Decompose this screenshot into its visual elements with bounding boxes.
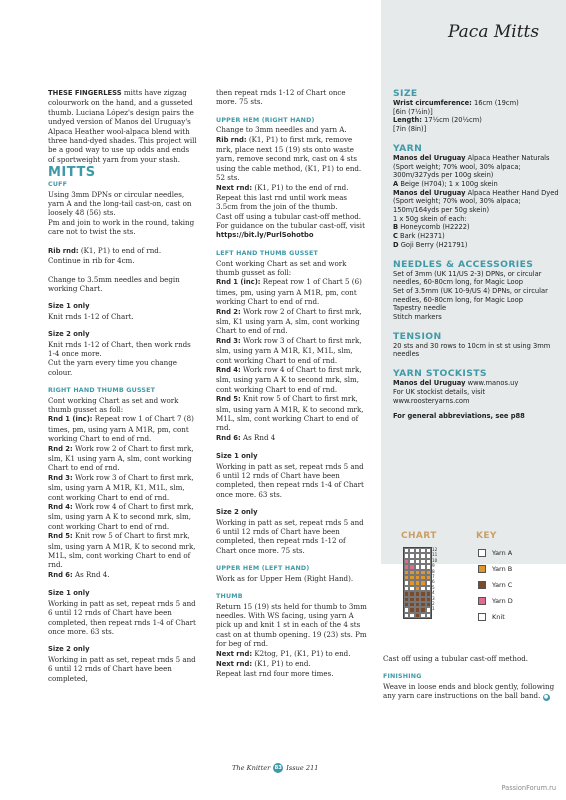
key-item bbox=[478, 609, 513, 625]
instruction-paragraph: Repeat this last rnd until work meas 3.5cm from the join of the thumb. bbox=[216, 193, 348, 212]
key-item bbox=[478, 593, 513, 609]
chart-cell bbox=[426, 613, 431, 618]
instruction-paragraph: Working in patt as set, repeat rnds 5 and 6 until 12 rnds of Chart have been completed, bbox=[48, 654, 196, 683]
needles-heading: NEEDLES & ACCESSORIES bbox=[393, 258, 534, 270]
colourwork-chart bbox=[403, 547, 432, 619]
round-instruction: Rnd 1 (inc): Repeat row 1 of Chart 5 (6) times, pm, using yarn A M1R, pm, cont working Chart to end of rnd. bbox=[216, 277, 362, 307]
round-instruction: Rnd 4: Work row 4 of Chart to first mrk, slm, using yarn A K to second mrk, slm, cont working Chart to end of rnd. bbox=[216, 364, 362, 394]
yarn-c: C Bark (H2371) bbox=[393, 232, 445, 241]
wrist-inches: [6in (7½in)] bbox=[393, 107, 433, 116]
instruction-paragraph: Return 15 (19) sts held for thumb to 3mm needles. With WS facing, using yarn A pick up and knit 1 st in each of the 4 sts cast on at thumb opening. 19 (23) sts. Pm for beg of rnd. bbox=[216, 601, 367, 649]
key-label: Knit bbox=[492, 613, 505, 621]
chart-row-number: 11 bbox=[432, 552, 438, 558]
stockist: Manos del Uruguay www.manos.uy bbox=[393, 379, 519, 388]
yarn-b: B Honeycomb (H2222) bbox=[393, 223, 470, 232]
instruction-paragraph: Knit rnds 1-12 of Chart, then work rnds 1-4 once more. bbox=[48, 339, 191, 358]
round-instruction: Rnd 3: Work row 3 of Chart to first mrk, slm, using yarn A M1R, K1, M1L, slm, cont working Chart to end of rnd. bbox=[48, 472, 194, 502]
key-item bbox=[478, 561, 513, 577]
instruction-paragraph: Repeat last rnd four more times. bbox=[216, 669, 334, 679]
subsection-heading: UPPER HEM (LEFT HAND) bbox=[216, 565, 310, 573]
round-instruction: Rnd 2: Work row 2 of Chart to first mrk, slm, K1 using yarn A, slm, cont working Chart to end of rnd. bbox=[216, 306, 362, 336]
instruction-paragraph: Working in patt as set, repeat rnds 5 and 6 until 12 rnds of Chart have been completed, then repeat rnds 1-12 of Chart once more. 75 sts. bbox=[216, 517, 364, 555]
round-instruction: Rnd 5: Knit row 5 of Chart to first mrk, slm, using yarn A M1R, K to second mrk, M1L, slm, cont working Chart to end of rnd. bbox=[216, 394, 364, 433]
size-subheading: Size 1 only bbox=[216, 452, 258, 461]
key-heading: KEY bbox=[476, 531, 497, 541]
page-title: Paca Mitts bbox=[448, 22, 540, 42]
subsection-heading: LEFT HAND THUMB GUSSET bbox=[216, 250, 318, 258]
yarn-1: Manos del Uruguay Alpaca Heather Naturals (Sport weight; 70% wool, 30% alpaca; 300m/327yds per 100g skein) bbox=[393, 153, 550, 180]
instruction-paragraph: Work as for Upper Hem (Right Hand). bbox=[216, 573, 354, 583]
key-swatch bbox=[478, 549, 486, 557]
yarn-heading: YARN bbox=[393, 142, 423, 154]
castoff-text: Cast off using a tubular cast-off method. bbox=[383, 654, 529, 663]
needles-3: Tapestry needle bbox=[393, 304, 447, 313]
round-instruction: Rnd 5: Knit row 5 of Chart to first mrk, slm, using yarn A M1R, K to second mrk, M1L, slm, cont working Chart to end of rnd. bbox=[48, 531, 196, 570]
abbreviations-note: For general abbreviations, see p88 bbox=[393, 412, 525, 421]
round-instruction: Rib rnd: (K1, P1) to end of rnd. bbox=[48, 245, 162, 255]
yarn-each: 1 x 50g skein of each: bbox=[393, 214, 467, 223]
stockists-heading: YARN STOCKISTS bbox=[393, 368, 487, 380]
size-subheading: Size 1 only bbox=[48, 589, 90, 598]
size-subheading: Size 2 only bbox=[48, 330, 90, 339]
key-swatch bbox=[478, 613, 486, 621]
chart-row-number: 2 bbox=[432, 601, 435, 607]
round-instruction: Rnd 3: Work row 3 of Chart to first mrk, slm, using yarn A M1R, K1, M1L, slm, cont working Chart to end of rnd. bbox=[216, 335, 362, 365]
round-instruction: Next rnd: (K1, P1) to end. bbox=[216, 658, 311, 668]
size-subheading: Size 2 only bbox=[216, 508, 258, 517]
instruction-paragraph: Cut the yarn every time you change colour. bbox=[48, 358, 177, 377]
instructions-column-1 bbox=[48, 88, 198, 683]
round-instruction: Rib rnd: (K1, P1) to first mrk, remove mrk, place next 15 (19) sts onto waste yarn, remove second mrk, cast on 4 sts using the cable method, (K1, P1) to end. 52 sts. bbox=[216, 134, 362, 183]
instruction-paragraph: Continue in rib for 4cm. bbox=[48, 256, 135, 266]
round-instruction: Next rnd: (K1, P1) to the end of rnd. bbox=[216, 182, 349, 192]
chart-row-number: 3 bbox=[432, 595, 435, 601]
instructions-column-2 bbox=[216, 88, 368, 679]
chart-heading: CHART bbox=[401, 531, 437, 541]
chart-row-number: 5 bbox=[432, 584, 435, 590]
watermark: PassionForum.ru bbox=[501, 784, 556, 792]
chart-row-number: 1 bbox=[432, 606, 435, 612]
chart-key bbox=[478, 545, 513, 625]
round-instruction: Rnd 1 (inc): Repeat row 1 of Chart 7 (8) times, pm, using yarn A M1R, pm, cont working Chart to end of rnd. bbox=[48, 414, 194, 444]
stockist-uk: For UK stockist details, visit www.roosteryarns.com bbox=[393, 387, 486, 405]
round-instruction: Rnd 6: As Rnd 4. bbox=[48, 569, 110, 579]
tutorial-link[interactable]: https://bit.ly/PurlSohotbo bbox=[216, 230, 314, 239]
key-item bbox=[478, 577, 513, 593]
magazine-name: The Knitter bbox=[232, 764, 271, 772]
subsection-heading: CUFF bbox=[48, 181, 68, 189]
instruction-paragraph: Using 3mm DPNs or circular needles, yarn A and the long-tail cast-on, cast on loosely 48 (56) sts. bbox=[48, 189, 192, 218]
needles-4: Stitch markers bbox=[393, 313, 442, 322]
finishing-section bbox=[383, 654, 558, 701]
chart-row-number: 12 bbox=[432, 547, 438, 552]
chart-row-number: 8 bbox=[432, 568, 435, 574]
instruction-paragraph: Change to 3.5mm needles and begin working Chart. bbox=[48, 274, 180, 293]
page-number: 83 bbox=[274, 765, 282, 771]
yarn-d: D Goji Berry (H21791) bbox=[393, 240, 468, 249]
round-instruction: Rnd 6: As Rnd 4 bbox=[216, 432, 276, 442]
key-label: Yarn A bbox=[492, 549, 513, 557]
instruction-paragraph: Knit rnds 1-12 of Chart. bbox=[48, 311, 134, 321]
chart-row-number: 9 bbox=[432, 563, 435, 569]
subsection-heading: THUMB bbox=[216, 593, 243, 601]
chart-row-number: 6 bbox=[432, 579, 435, 585]
instruction-paragraph: Pm and join to work in the round, taking care not to twist the sts. bbox=[48, 217, 195, 237]
finishing-text: Weave in loose ends and block gently, following any yarn care instructions on the ball band. ● bbox=[383, 681, 555, 701]
chart-row-number: 10 bbox=[432, 557, 438, 563]
section-heading: MITTS bbox=[48, 165, 96, 181]
key-item bbox=[478, 545, 513, 561]
instruction-paragraph: Cont working Chart as set and work thumb gusset as foll: bbox=[48, 395, 179, 414]
finishing-heading: FINISHING bbox=[383, 673, 422, 681]
needles-1: Set of 3mm (UK 11/US 2-3) DPNs, or circular needles, 60-80cm long, for Magic Loop bbox=[393, 269, 542, 287]
key-swatch bbox=[478, 565, 486, 573]
key-label: Yarn B bbox=[492, 565, 513, 573]
instruction-paragraph: then repeat rnds 1-12 of Chart once more. 75 sts. bbox=[216, 88, 346, 107]
materials-panel bbox=[393, 88, 561, 421]
instruction-paragraph: Working in patt as set, repeat rnds 5 and 6 until 12 rnds of Chart have been completed, then repeat rnds 1-4 of Chart once more. 63 sts. bbox=[48, 598, 196, 636]
needles-2: Set of 3.5mm (UK 10-9/US 4) DPNs, or circular needles, 60-80cm long, for Magic Loop bbox=[393, 286, 548, 304]
key-swatch bbox=[478, 597, 486, 605]
length-inches: [7in (8in)] bbox=[393, 125, 427, 134]
intro-paragraph: THESE FINGERLESS mitts have zigzag colourwork on the hand, and a gusseted thumb. Luciana López's design pairs the undyed version of Manos del Uruguay's Alpaca Heather wool-alpaca blend with three hand-dyed shades. This project will be a good way to use up odds and ends of sportweight yarn from your stash. bbox=[48, 88, 197, 164]
issue-number: Issue 211 bbox=[286, 764, 319, 772]
instruction-paragraph: Cont working Chart as set and work thumb gusset as foll: bbox=[216, 258, 347, 277]
size-subheading: Size 2 only bbox=[48, 645, 90, 654]
key-label: Yarn C bbox=[492, 581, 513, 589]
chart-row-numbers bbox=[432, 547, 437, 612]
size-subheading: Size 1 only bbox=[48, 302, 90, 311]
instruction-paragraph: Working in patt as set, repeat rnds 5 and 6 until 12 rnds of Chart have been completed, then repeat rnds 1-4 of Chart once more. 63 sts. bbox=[216, 461, 364, 499]
yarn-2: Manos del Uruguay Alpaca Heather Hand Dyed (Sport weight; 70% wool, 30% alpaca; 150m/164yds per 50g skein) bbox=[393, 188, 559, 215]
tension-text: 20 sts and 30 rows to 10cm in st st using 3mm needles bbox=[393, 341, 551, 359]
page-footer bbox=[232, 763, 318, 773]
key-label: Yarn D bbox=[492, 597, 513, 605]
yarn-a: A Beige (H704); 1 x 100g skein bbox=[393, 179, 498, 188]
tension-heading: TENSION bbox=[393, 330, 442, 342]
subsection-heading: RIGHT HAND THUMB GUSSET bbox=[48, 387, 156, 395]
round-instruction: Rnd 2: Work row 2 of Chart to first mrk, slm, K1 using yarn A, slm, cont working Chart to end of rnd. bbox=[48, 443, 194, 473]
size-heading: SIZE bbox=[393, 88, 418, 99]
instruction-paragraph: Change to 3mm needles and yarn A. bbox=[216, 125, 347, 135]
key-swatch bbox=[478, 581, 486, 589]
subsection-heading: UPPER HEM (RIGHT HAND) bbox=[216, 116, 315, 124]
end-mark-icon: ● bbox=[543, 694, 549, 701]
round-instruction: Rnd 4: Work row 4 of Chart to first mrk, slm, using yarn A K to second mrk, slm, cont working Chart to end of rnd. bbox=[48, 502, 194, 531]
round-instruction: Next rnd: K2tog, P1, (K1, P1) to end. bbox=[216, 648, 351, 658]
length: Length: 17½cm (20½cm) bbox=[393, 116, 482, 125]
wrist-circumference: Wrist circumference: 16cm (19cm) bbox=[393, 99, 519, 107]
chart-row-number: 4 bbox=[432, 590, 435, 596]
instruction-paragraph: Cast off using a tubular cast-off method. For guidance on the tubular cast-off, visit bbox=[216, 211, 365, 231]
chart-row-number: 7 bbox=[432, 574, 435, 580]
